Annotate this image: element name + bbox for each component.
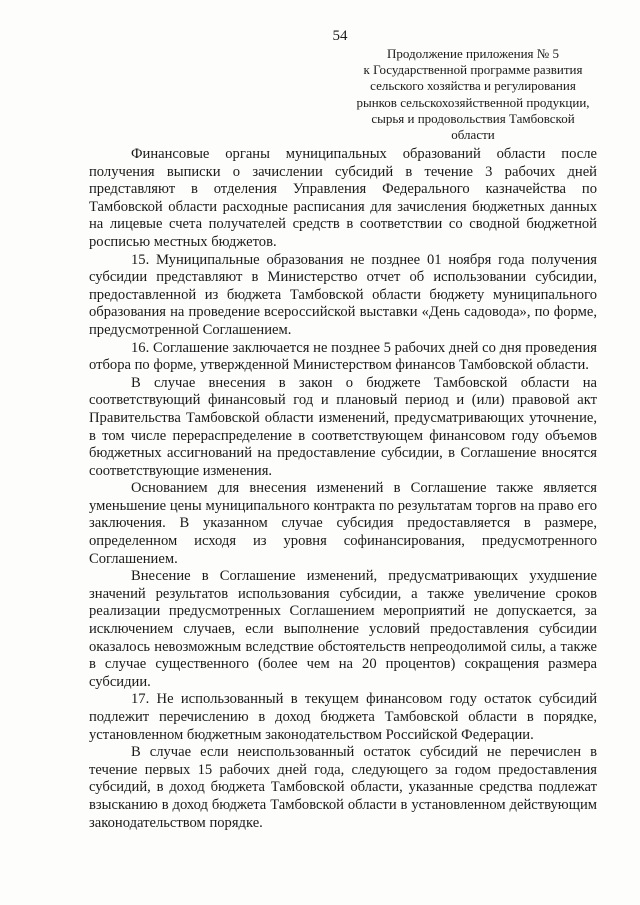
- annex-header-line: сельского хозяйства и регулирования: [370, 78, 576, 94]
- document-body: [89, 146, 597, 832]
- page-number: 54: [332, 28, 348, 44]
- paragraph: В случае если неиспользованный остаток субсидий не перечислен в течение первых 15 рабочих дней года, следующего за годом предоставления субсидий, в доход бюджета Тамбовской области, указанные средства подлежат взысканию в доход бюджета Тамбовской области в установленном действующим законодательством порядке.: [89, 744, 597, 831]
- annex-header-line: сырья и продовольствия Тамбовской: [371, 110, 575, 126]
- paragraph: Финансовые органы муниципальных образований области после получения выписки о зачислении субсидий в течение 3 рабочих дней представляют в отделения Управления Федерального казначейства по Тамбовской области расходные расписания для зачисления бюджетных данных на лицевые счета получателей средств в соответствии со сводной бюджетной росписью местных бюджетов.: [89, 146, 597, 250]
- annex-header-line: рынков сельскохозяйственной продукции,: [356, 94, 590, 110]
- annex-header-line: области: [451, 127, 495, 143]
- paragraph: Внесение в Соглашение изменений, предусматривающих ухудшение значений результатов использования субсидии, а также увеличение сроков реализации предусмотренных Соглашением мероприятий не допускается, за исключением случаев, если выполнение условий предоставления субсидии оказалось невозможным вследствие обстоятельств непреодолимой силы, а также в случае существенного (более чем на 20 процентов) сокращения размера субсидии.: [89, 568, 597, 690]
- annex-header-line: к Государственной программе развития: [363, 62, 583, 78]
- paragraph: 16. Соглашение заключается не позднее 5 рабочих дней со дня проведения отбора по форме, утвержденной Министерством финансов Тамбовской области.: [89, 339, 597, 374]
- paragraph: 17. Не использованный в текущем финансовом году остаток субсидий подлежит перечислению в доход бюджета Тамбовской области в порядке, установленном бюджетным законодательством Российской Федерации.: [89, 691, 597, 743]
- paragraph: В случае внесения в закон о бюджете Тамбовской области на соответствующий финансовый год и плановый период и (или) правовой акт Правительства Тамбовской области изменений, предусматривающих уточнение, в том числе перераспределение в соответствующем финансовом году объемов бюджетных ассигнований на предоставление субсидии, в Соглашение вносятся соответствующие изменения.: [89, 374, 597, 479]
- paragraph: Основанием для внесения изменений в Соглашение также является уменьшение цены муниципального контракта по результатам торгов на право его заключения. В указанном случае субсидия предоставляется в размере, определенном исходя из уровня софинансирования, предусмотренного Соглашением.: [89, 480, 597, 567]
- annex-header-line: Продолжение приложения № 5: [387, 46, 559, 61]
- paragraph: 15. Муниципальные образования не позднее 01 ноября года получения субсидии представляют в Министерство отчет об использовании субсидии, предоставленной из бюджета Тамбовской области бюджету муниципального образования на проведение всероссийской выставки «День садовода», по форме, предусмотренной Соглашением.: [89, 251, 597, 338]
- annex-header: [348, 46, 598, 143]
